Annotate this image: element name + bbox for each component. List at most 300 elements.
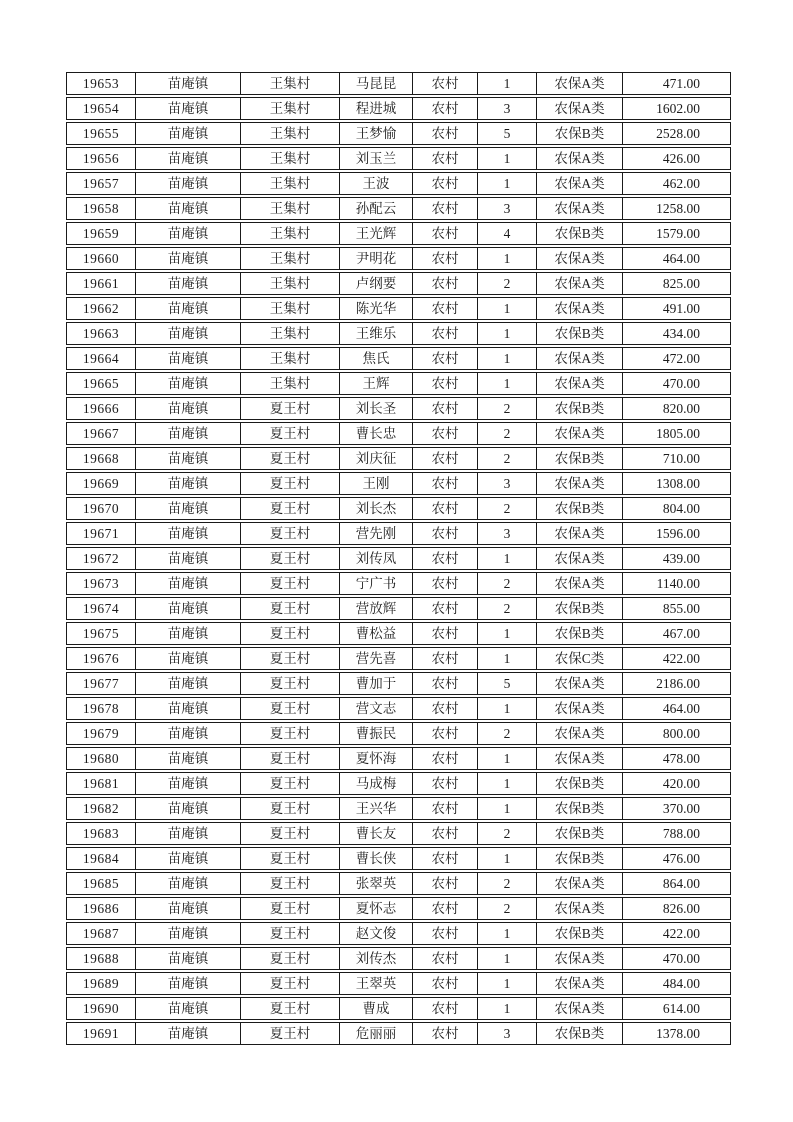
cell-persons: 1 (477, 172, 536, 195)
cell-town: 苗庵镇 (135, 697, 240, 720)
cell-town: 苗庵镇 (135, 822, 240, 845)
cell-residence: 农村 (412, 147, 477, 170)
cell-town: 苗庵镇 (135, 497, 240, 520)
cell-persons: 2 (477, 722, 536, 745)
cell-serial: 19669 (66, 472, 135, 495)
cell-name: 马昆昆 (339, 72, 412, 95)
cell-town: 苗庵镇 (135, 447, 240, 470)
cell-persons: 2 (477, 497, 536, 520)
cell-persons: 1 (477, 747, 536, 770)
cell-town: 苗庵镇 (135, 272, 240, 295)
cell-category: 农保B类 (536, 922, 622, 945)
document-page (66, 70, 731, 1047)
cell-category: 农保B类 (536, 122, 622, 145)
cell-name: 王刚 (339, 472, 412, 495)
cell-name: 王梦愉 (339, 122, 412, 145)
cell-town: 苗庵镇 (135, 672, 240, 695)
cell-category: 农保A类 (536, 272, 622, 295)
cell-village: 王集村 (240, 197, 339, 220)
table-row (66, 647, 731, 670)
cell-serial: 19672 (66, 547, 135, 570)
table-row (66, 472, 731, 495)
cell-name: 卢纲要 (339, 272, 412, 295)
table-row (66, 672, 731, 695)
cell-persons: 1 (477, 947, 536, 970)
cell-serial: 19661 (66, 272, 135, 295)
cell-persons: 2 (477, 397, 536, 420)
table-row (66, 847, 731, 870)
table-row (66, 697, 731, 720)
cell-residence: 农村 (412, 572, 477, 595)
cell-persons: 2 (477, 597, 536, 620)
cell-category: 农保A类 (536, 897, 622, 920)
cell-amount: 491.00 (622, 297, 731, 320)
cell-serial: 19689 (66, 972, 135, 995)
cell-amount: 470.00 (622, 947, 731, 970)
cell-village: 夏王村 (240, 697, 339, 720)
cell-amount: 470.00 (622, 372, 731, 395)
cell-serial: 19663 (66, 322, 135, 345)
cell-village: 王集村 (240, 222, 339, 245)
cell-town: 苗庵镇 (135, 847, 240, 870)
table-row (66, 972, 731, 995)
table-row (66, 372, 731, 395)
table-row (66, 1022, 731, 1045)
table-row (66, 197, 731, 220)
cell-serial: 19674 (66, 597, 135, 620)
cell-category: 农保A类 (536, 147, 622, 170)
cell-serial: 19660 (66, 247, 135, 270)
cell-residence: 农村 (412, 772, 477, 795)
cell-residence: 农村 (412, 372, 477, 395)
cell-serial: 19668 (66, 447, 135, 470)
cell-residence: 农村 (412, 347, 477, 370)
cell-village: 夏王村 (240, 472, 339, 495)
cell-residence: 农村 (412, 447, 477, 470)
cell-amount: 1378.00 (622, 1022, 731, 1045)
cell-category: 农保A类 (536, 472, 622, 495)
cell-category: 农保B类 (536, 847, 622, 870)
cell-persons: 1 (477, 372, 536, 395)
cell-persons: 1 (477, 347, 536, 370)
table-row (66, 272, 731, 295)
cell-town: 苗庵镇 (135, 797, 240, 820)
cell-name: 营放辉 (339, 597, 412, 620)
cell-village: 王集村 (240, 297, 339, 320)
cell-category: 农保B类 (536, 797, 622, 820)
cell-amount: 439.00 (622, 547, 731, 570)
cell-village: 夏王村 (240, 722, 339, 745)
cell-residence: 农村 (412, 247, 477, 270)
cell-village: 夏王村 (240, 672, 339, 695)
cell-name: 曹长忠 (339, 422, 412, 445)
cell-town: 苗庵镇 (135, 1022, 240, 1045)
cell-serial: 19685 (66, 872, 135, 895)
cell-serial: 19671 (66, 522, 135, 545)
cell-amount: 1140.00 (622, 572, 731, 595)
cell-category: 农保B类 (536, 1022, 622, 1045)
cell-village: 王集村 (240, 122, 339, 145)
cell-village: 王集村 (240, 72, 339, 95)
cell-village: 夏王村 (240, 572, 339, 595)
cell-name: 曹振民 (339, 722, 412, 745)
cell-category: 农保A类 (536, 297, 622, 320)
cell-amount: 464.00 (622, 247, 731, 270)
cell-category: 农保A类 (536, 372, 622, 395)
cell-town: 苗庵镇 (135, 422, 240, 445)
table-row (66, 322, 731, 345)
cell-category: 农保A类 (536, 247, 622, 270)
table-row (66, 497, 731, 520)
cell-residence: 农村 (412, 322, 477, 345)
table-row (66, 72, 731, 95)
cell-amount: 788.00 (622, 822, 731, 845)
cell-amount: 2186.00 (622, 672, 731, 695)
cell-village: 夏王村 (240, 922, 339, 945)
table-row (66, 547, 731, 570)
cell-persons: 5 (477, 122, 536, 145)
table-row (66, 97, 731, 120)
cell-amount: 825.00 (622, 272, 731, 295)
cell-town: 苗庵镇 (135, 722, 240, 745)
cell-category: 农保A类 (536, 572, 622, 595)
cell-name: 营先喜 (339, 647, 412, 670)
cell-name: 王辉 (339, 372, 412, 395)
cell-town: 苗庵镇 (135, 322, 240, 345)
cell-category: 农保B类 (536, 597, 622, 620)
cell-residence: 农村 (412, 797, 477, 820)
cell-persons: 1 (477, 972, 536, 995)
cell-persons: 3 (477, 472, 536, 495)
cell-village: 夏王村 (240, 522, 339, 545)
cell-category: 农保B类 (536, 822, 622, 845)
cell-serial: 19687 (66, 922, 135, 945)
cell-village: 夏王村 (240, 597, 339, 620)
cell-name: 夏怀志 (339, 897, 412, 920)
cell-town: 苗庵镇 (135, 622, 240, 645)
cell-town: 苗庵镇 (135, 572, 240, 595)
table-row (66, 147, 731, 170)
cell-persons: 1 (477, 247, 536, 270)
cell-town: 苗庵镇 (135, 597, 240, 620)
cell-residence: 农村 (412, 597, 477, 620)
cell-serial: 19678 (66, 697, 135, 720)
cell-persons: 2 (477, 897, 536, 920)
cell-category: 农保A类 (536, 422, 622, 445)
cell-amount: 462.00 (622, 172, 731, 195)
cell-residence: 农村 (412, 547, 477, 570)
table-row (66, 722, 731, 745)
table-row (66, 947, 731, 970)
cell-persons: 1 (477, 922, 536, 945)
cell-name: 刘长杰 (339, 497, 412, 520)
cell-amount: 426.00 (622, 147, 731, 170)
cell-name: 王维乐 (339, 322, 412, 345)
cell-village: 夏王村 (240, 822, 339, 845)
cell-name: 危丽丽 (339, 1022, 412, 1045)
cell-category: 农保A类 (536, 72, 622, 95)
cell-amount: 422.00 (622, 647, 731, 670)
cell-persons: 3 (477, 522, 536, 545)
cell-village: 王集村 (240, 172, 339, 195)
cell-serial: 19670 (66, 497, 135, 520)
cell-village: 夏王村 (240, 847, 339, 870)
cell-name: 曹加于 (339, 672, 412, 695)
cell-town: 苗庵镇 (135, 397, 240, 420)
cell-residence: 农村 (412, 647, 477, 670)
cell-residence: 农村 (412, 72, 477, 95)
cell-persons: 2 (477, 822, 536, 845)
cell-amount: 1308.00 (622, 472, 731, 495)
table-body (66, 72, 731, 1045)
cell-amount: 800.00 (622, 722, 731, 745)
cell-name: 王翠英 (339, 972, 412, 995)
cell-name: 刘传凤 (339, 547, 412, 570)
cell-town: 苗庵镇 (135, 72, 240, 95)
cell-residence: 农村 (412, 272, 477, 295)
table-row (66, 597, 731, 620)
cell-category: 农保A类 (536, 947, 622, 970)
cell-village: 夏王村 (240, 497, 339, 520)
table-row (66, 422, 731, 445)
cell-serial: 19680 (66, 747, 135, 770)
cell-category: 农保A类 (536, 347, 622, 370)
cell-amount: 478.00 (622, 747, 731, 770)
cell-persons: 1 (477, 622, 536, 645)
cell-persons: 1 (477, 797, 536, 820)
cell-category: 农保A类 (536, 197, 622, 220)
cell-name: 刘玉兰 (339, 147, 412, 170)
cell-village: 夏王村 (240, 547, 339, 570)
cell-persons: 1 (477, 847, 536, 870)
cell-amount: 820.00 (622, 397, 731, 420)
cell-amount: 467.00 (622, 622, 731, 645)
table-row (66, 447, 731, 470)
cell-serial: 19673 (66, 572, 135, 595)
cell-town: 苗庵镇 (135, 747, 240, 770)
cell-residence: 农村 (412, 672, 477, 695)
table-row (66, 622, 731, 645)
cell-persons: 1 (477, 647, 536, 670)
cell-category: 农保A类 (536, 547, 622, 570)
table-row (66, 872, 731, 895)
cell-town: 苗庵镇 (135, 647, 240, 670)
cell-serial: 19666 (66, 397, 135, 420)
cell-category: 农保B类 (536, 622, 622, 645)
cell-persons: 2 (477, 572, 536, 595)
cell-category: 农保B类 (536, 772, 622, 795)
cell-name: 赵文俊 (339, 922, 412, 945)
cell-residence: 农村 (412, 197, 477, 220)
cell-serial: 19657 (66, 172, 135, 195)
cell-serial: 19686 (66, 897, 135, 920)
cell-town: 苗庵镇 (135, 872, 240, 895)
insurance-roster-table (66, 70, 731, 1047)
cell-village: 王集村 (240, 247, 339, 270)
cell-town: 苗庵镇 (135, 147, 240, 170)
cell-serial: 19662 (66, 297, 135, 320)
cell-amount: 1258.00 (622, 197, 731, 220)
cell-persons: 1 (477, 322, 536, 345)
cell-name: 马成梅 (339, 772, 412, 795)
cell-amount: 804.00 (622, 497, 731, 520)
table-row (66, 222, 731, 245)
cell-name: 曹长侠 (339, 847, 412, 870)
cell-town: 苗庵镇 (135, 122, 240, 145)
table-row (66, 297, 731, 320)
table-row (66, 172, 731, 195)
cell-village: 王集村 (240, 347, 339, 370)
cell-name: 营先刚 (339, 522, 412, 545)
cell-residence: 农村 (412, 997, 477, 1020)
cell-village: 夏王村 (240, 797, 339, 820)
cell-category: 农保B类 (536, 322, 622, 345)
cell-persons: 1 (477, 997, 536, 1020)
cell-village: 夏王村 (240, 447, 339, 470)
cell-village: 夏王村 (240, 947, 339, 970)
cell-serial: 19688 (66, 947, 135, 970)
cell-village: 王集村 (240, 372, 339, 395)
cell-village: 夏王村 (240, 747, 339, 770)
cell-village: 夏王村 (240, 647, 339, 670)
cell-amount: 471.00 (622, 72, 731, 95)
cell-category: 农保A类 (536, 522, 622, 545)
cell-town: 苗庵镇 (135, 372, 240, 395)
cell-amount: 464.00 (622, 697, 731, 720)
cell-serial: 19667 (66, 422, 135, 445)
cell-town: 苗庵镇 (135, 897, 240, 920)
cell-serial: 19681 (66, 772, 135, 795)
cell-name: 程进城 (339, 97, 412, 120)
cell-residence: 农村 (412, 872, 477, 895)
cell-persons: 1 (477, 547, 536, 570)
cell-village: 夏王村 (240, 997, 339, 1020)
cell-amount: 1602.00 (622, 97, 731, 120)
cell-town: 苗庵镇 (135, 472, 240, 495)
cell-name: 宁广书 (339, 572, 412, 595)
cell-amount: 614.00 (622, 997, 731, 1020)
cell-town: 苗庵镇 (135, 547, 240, 570)
cell-serial: 19664 (66, 347, 135, 370)
cell-name: 王波 (339, 172, 412, 195)
cell-serial: 19690 (66, 997, 135, 1020)
cell-serial: 19655 (66, 122, 135, 145)
cell-category: 农保A类 (536, 97, 622, 120)
table-row (66, 522, 731, 545)
cell-village: 夏王村 (240, 397, 339, 420)
cell-amount: 826.00 (622, 897, 731, 920)
cell-town: 苗庵镇 (135, 972, 240, 995)
cell-serial: 19684 (66, 847, 135, 870)
cell-amount: 434.00 (622, 322, 731, 345)
cell-village: 王集村 (240, 147, 339, 170)
cell-residence: 农村 (412, 522, 477, 545)
cell-serial: 19656 (66, 147, 135, 170)
cell-residence: 农村 (412, 897, 477, 920)
cell-category: 农保A类 (536, 997, 622, 1020)
cell-residence: 农村 (412, 1022, 477, 1045)
cell-category: 农保A类 (536, 872, 622, 895)
cell-town: 苗庵镇 (135, 522, 240, 545)
cell-name: 曹松益 (339, 622, 412, 645)
table-row (66, 772, 731, 795)
cell-residence: 农村 (412, 397, 477, 420)
cell-amount: 1579.00 (622, 222, 731, 245)
cell-name: 尹明花 (339, 247, 412, 270)
cell-town: 苗庵镇 (135, 997, 240, 1020)
cell-name: 孙配云 (339, 197, 412, 220)
cell-village: 夏王村 (240, 872, 339, 895)
cell-village: 夏王村 (240, 422, 339, 445)
table-row (66, 572, 731, 595)
table-row (66, 897, 731, 920)
cell-residence: 农村 (412, 222, 477, 245)
cell-amount: 864.00 (622, 872, 731, 895)
cell-village: 夏王村 (240, 897, 339, 920)
cell-residence: 农村 (412, 922, 477, 945)
cell-residence: 农村 (412, 972, 477, 995)
cell-town: 苗庵镇 (135, 222, 240, 245)
cell-name: 曹成 (339, 997, 412, 1020)
cell-amount: 472.00 (622, 347, 731, 370)
cell-persons: 1 (477, 297, 536, 320)
table-row (66, 797, 731, 820)
cell-town: 苗庵镇 (135, 197, 240, 220)
cell-serial: 19654 (66, 97, 135, 120)
cell-residence: 农村 (412, 172, 477, 195)
cell-town: 苗庵镇 (135, 772, 240, 795)
cell-amount: 1805.00 (622, 422, 731, 445)
table-row (66, 822, 731, 845)
cell-serial: 19683 (66, 822, 135, 845)
cell-town: 苗庵镇 (135, 947, 240, 970)
cell-serial: 19665 (66, 372, 135, 395)
cell-amount: 422.00 (622, 922, 731, 945)
cell-category: 农保A类 (536, 722, 622, 745)
cell-residence: 农村 (412, 622, 477, 645)
cell-persons: 4 (477, 222, 536, 245)
cell-amount: 855.00 (622, 597, 731, 620)
cell-persons: 2 (477, 422, 536, 445)
cell-residence: 农村 (412, 947, 477, 970)
cell-persons: 5 (477, 672, 536, 695)
cell-category: 农保A类 (536, 672, 622, 695)
cell-town: 苗庵镇 (135, 922, 240, 945)
cell-town: 苗庵镇 (135, 247, 240, 270)
cell-category: 农保B类 (536, 222, 622, 245)
cell-name: 刘庆征 (339, 447, 412, 470)
cell-category: 农保B类 (536, 447, 622, 470)
cell-village: 夏王村 (240, 772, 339, 795)
cell-serial: 19653 (66, 72, 135, 95)
cell-serial: 19679 (66, 722, 135, 745)
cell-name: 营文志 (339, 697, 412, 720)
cell-name: 夏怀海 (339, 747, 412, 770)
table-row (66, 247, 731, 270)
cell-category: 农保A类 (536, 747, 622, 770)
cell-village: 夏王村 (240, 972, 339, 995)
cell-serial: 19691 (66, 1022, 135, 1045)
cell-residence: 农村 (412, 422, 477, 445)
cell-village: 夏王村 (240, 1022, 339, 1045)
cell-amount: 2528.00 (622, 122, 731, 145)
cell-name: 刘长圣 (339, 397, 412, 420)
cell-town: 苗庵镇 (135, 172, 240, 195)
cell-persons: 3 (477, 1022, 536, 1045)
cell-residence: 农村 (412, 122, 477, 145)
cell-residence: 农村 (412, 97, 477, 120)
cell-village: 王集村 (240, 272, 339, 295)
